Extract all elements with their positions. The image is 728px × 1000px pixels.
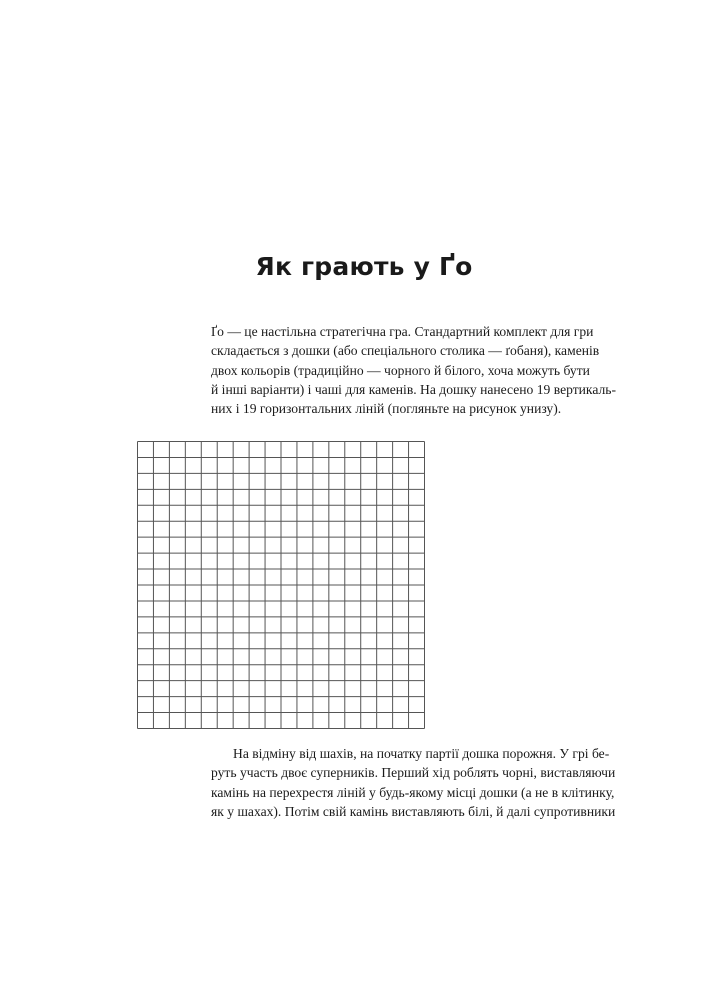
text-line: них і 19 горизонтальних ліній (погляньте на рисунок унизу).: [211, 401, 562, 417]
text-line: камінь на перехрестя ліній у будь-якому місці дошки (а не в клітинку,: [211, 784, 615, 800]
text-line: руть участь двоє суперників. Перший хід роблять чорні, виставляючи: [211, 765, 616, 781]
intro-paragraph: [211, 322, 616, 418]
go-board-grid: [137, 441, 425, 729]
text-line: як у шахах). Потім свій камінь виставляють білі, й далі супротивники: [211, 803, 616, 819]
rules-paragraph: [211, 744, 616, 821]
text-line: На відміну від шахів, на початку партії дошка порожня. У грі бе-: [233, 746, 610, 761]
text-line: й інші варіанти) і чаші для каменів. На дошку нанесено 19 вертикаль-: [211, 381, 616, 397]
text-line: двох кольорів (традиційно — чорного й білого, хоча можуть бути: [211, 362, 590, 378]
go-board-figure: [137, 441, 425, 729]
text-line: Ґо — це настільна стратегічна гра. Стандартний комплект для гри: [211, 324, 594, 339]
text-line: складається з дошки (або спеціального столика — ґобаня), каменів: [211, 343, 600, 359]
page-title: Як грають у Ґо: [255, 252, 473, 281]
